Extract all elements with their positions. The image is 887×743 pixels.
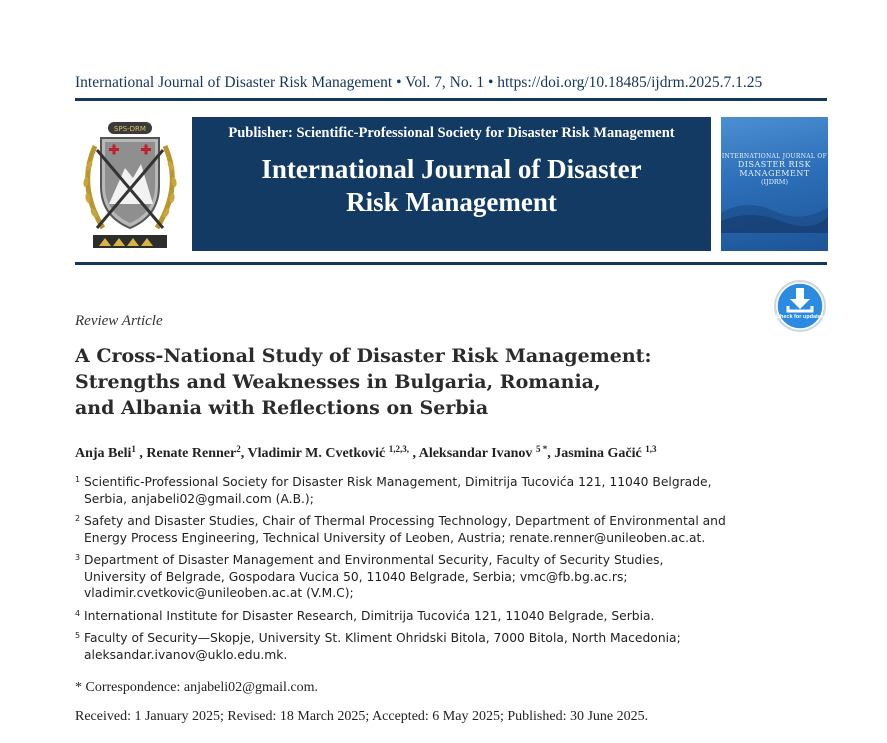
affiliation-line: Serbia, anjabeli02@gmail.com (A.B.); xyxy=(84,491,314,506)
logo-badge-text: SPS-DRM xyxy=(114,125,146,133)
check-updates-icon xyxy=(773,279,827,333)
affiliation-item xyxy=(75,513,820,546)
affiliation-number: 3 xyxy=(75,553,81,562)
affiliation-number: 2 xyxy=(75,514,81,523)
affiliation-line: Safety and Disaster Studies, Chair of Thermal Processing Technology, Department of Environmental and xyxy=(84,514,726,528)
author-name[interactable]: Jasmina Gačić xyxy=(554,446,646,461)
affiliation-line: Faculty of Security—Skopje, University St. Kliment Ohridski Bitola, 7000 Bitola, North Macedonia; xyxy=(84,631,681,645)
society-logo xyxy=(75,116,185,252)
affiliation-item xyxy=(75,474,820,507)
author-affiliation-marker: 1 xyxy=(131,444,136,454)
cover-title-line-1: DISASTER RISK xyxy=(737,160,812,169)
journal-cover-thumbnail xyxy=(721,117,828,251)
author-separator: , xyxy=(240,446,248,461)
author-affiliation-marker: 1,2,3, xyxy=(388,444,409,454)
article-title-line-2: Strengths and Weaknesses in Bulgaria, Romania, xyxy=(75,371,601,393)
author-separator: , xyxy=(547,446,555,461)
affiliation-line: International Institute for Disaster Research, Dimitrija Tucovića 121, 11040 Belgrade, Serbia. xyxy=(84,608,655,623)
article-type: Review Article xyxy=(75,313,163,329)
article-title-line-3: and Albania with Reflections on Serbia xyxy=(75,397,489,419)
header-top-rule xyxy=(75,98,827,101)
affiliation-list xyxy=(75,474,820,669)
cover-wave-graphic xyxy=(721,193,828,233)
banner-title-line-2: Risk Management xyxy=(346,187,557,217)
banner-title-line-1: International Journal of Disaster xyxy=(261,154,642,184)
correspondence-note: * Correspondence: anjabeli02@gmail.com. xyxy=(75,680,319,695)
author-separator: , xyxy=(408,446,419,461)
affiliation-line: Scientific-Professional Society for Disaster Risk Management, Dimitrija Tucovića 121, 11040 Belgrade, xyxy=(84,475,712,489)
check-for-updates-button[interactable] xyxy=(773,279,827,333)
journal-banner xyxy=(192,117,711,251)
author-affiliation-marker: 5 * xyxy=(535,444,548,454)
author-list xyxy=(75,444,656,462)
author-separator: , xyxy=(135,446,147,461)
affiliation-line: Energy Process Engineering, Technical University of Leoben, Austria; renate.renner@unileoben.ac.at. xyxy=(84,530,706,545)
affiliation-line: Department of Disaster Management and Environmental Security, Faculty of Security Studies, xyxy=(84,553,664,567)
affiliation-number: 1 xyxy=(75,475,81,484)
author-name[interactable]: Renate Renner xyxy=(146,446,237,461)
article-title-line-1: A Cross-National Study of Disaster Risk Management: xyxy=(75,345,652,367)
publisher-line: Publisher: Scientific-Professional Society for Disaster Risk Management xyxy=(228,125,675,141)
cover-abbreviation: (IJDRM) xyxy=(760,178,788,186)
header-bottom-rule xyxy=(75,262,827,265)
cover-head: INTERNATIONAL JOURNAL OF xyxy=(721,153,828,160)
affiliation-line: aleksandar.ivanov@uklo.edu.mk. xyxy=(84,647,288,662)
author-affiliation-marker: 2 xyxy=(236,444,241,454)
check-updates-label: Check for updates xyxy=(776,314,824,320)
author-name[interactable]: Aleksandar Ivanov xyxy=(418,446,536,461)
author-name[interactable]: Anja Beli xyxy=(75,446,132,461)
author-name[interactable]: Vladimir M. Cvetković xyxy=(247,446,389,461)
journal-citation-line: International Journal of Disaster Risk Management • Vol. 7, No. 1 • https://doi.org/10.18485/ijdrm.2025.7.1.25 xyxy=(75,74,763,91)
author-affiliation-marker: 1,3 xyxy=(645,444,657,454)
affiliation-item xyxy=(75,608,820,625)
article-title xyxy=(75,343,795,421)
affiliation-number: 4 xyxy=(75,608,81,618)
banner-journal-title xyxy=(192,153,711,219)
affiliation-line: University of Belgrade, Gospodara Vucica 50, 11040 Belgrade, Serbia; vmc@fb.bg.ac.rs; xyxy=(84,569,628,584)
cover-title-line-2: MANAGEMENT xyxy=(739,169,810,178)
affiliation-line: vladimir.cvetkovic@unileoben.ac.at (V.M.C); xyxy=(84,586,354,600)
affiliation-item xyxy=(75,552,820,602)
affiliation-item xyxy=(75,630,820,663)
publication-dates: Received: 1 January 2025; Revised: 18 March 2025; Accepted: 6 May 2025; Published: 30 June 2025. xyxy=(75,709,649,724)
affiliation-number: 5 xyxy=(75,631,81,640)
